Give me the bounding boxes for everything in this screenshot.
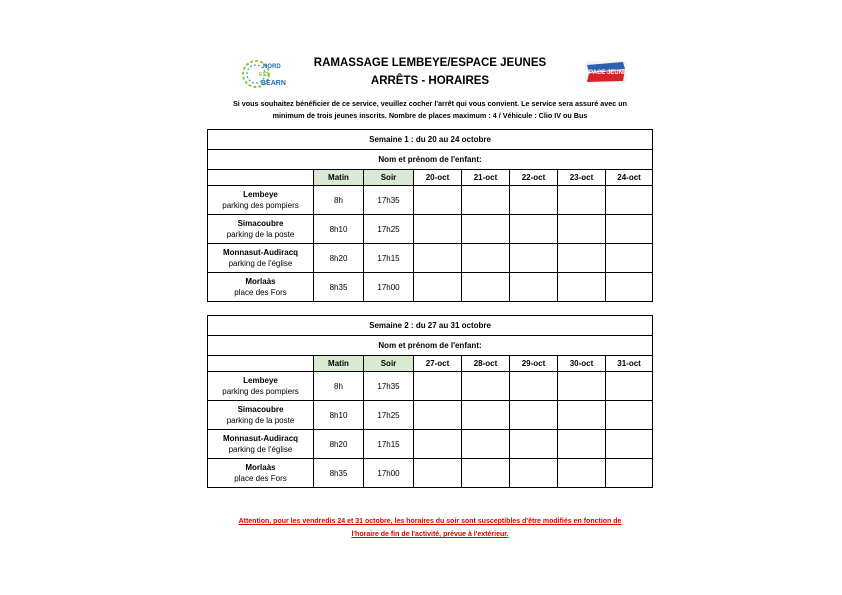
stop-name: Morlaàs — [245, 277, 276, 286]
check-cell[interactable] — [606, 459, 653, 488]
stop-row — [208, 401, 653, 430]
check-cell[interactable] — [462, 273, 510, 302]
day-header: 23-oct — [558, 170, 606, 186]
check-cell[interactable] — [462, 244, 510, 273]
stop-label — [208, 215, 314, 244]
stop-name: Monnasut-Audiracq — [222, 434, 299, 443]
check-cell[interactable] — [462, 215, 510, 244]
check-cell[interactable] — [606, 244, 653, 273]
stop-label — [208, 401, 314, 430]
soir-time: 17h15 — [364, 430, 414, 459]
intro-text-line-2: minimum de trois jeunes inscrits. Nombre de places maximum : 4 / Véhicule : Clio IV ou Bus — [272, 111, 588, 120]
check-cell[interactable] — [414, 372, 462, 401]
day-header: 27-oct — [414, 356, 462, 372]
matin-time: 8h20 — [314, 430, 364, 459]
soir-time: 17h35 — [364, 186, 414, 215]
check-cell[interactable] — [558, 459, 606, 488]
empty-header-cell — [208, 170, 314, 186]
empty-header-cell — [208, 356, 314, 372]
check-cell[interactable] — [510, 401, 558, 430]
check-cell[interactable] — [606, 273, 653, 302]
stop-row — [208, 372, 653, 401]
check-cell[interactable] — [558, 430, 606, 459]
stop-name: Simacoubre — [237, 405, 284, 414]
child-name-label: Nom et prénom de l'enfant: — [378, 155, 482, 164]
stop-name: Monnasut-Audiracq — [222, 248, 299, 257]
day-header: 24-oct — [606, 170, 653, 186]
stop-row — [208, 273, 653, 302]
intro-text-line-1: Si vous souhaitez bénéficier de ce service, veuillez cocher l'arrêt qui vous convient. Le service sera assuré avec un — [232, 99, 627, 108]
stop-place: parking de la poste — [226, 416, 295, 425]
matin-time: 8h35 — [314, 273, 364, 302]
warning-line-2: l'horaire de fin de l'activité, prévue à l'extérieur. — [351, 531, 509, 538]
check-cell[interactable] — [558, 372, 606, 401]
matin-time: 8h35 — [314, 459, 364, 488]
stop-label — [208, 186, 314, 215]
matin-time: 8h10 — [314, 215, 364, 244]
soir-time: 17h15 — [364, 244, 414, 273]
check-cell[interactable] — [558, 244, 606, 273]
stop-label — [208, 372, 314, 401]
warning-line-1: Attention, pour les vendredis 24 et 31 octobre, les horaires du soir sont susceptibles d'être modifiés en fonction de — [238, 518, 622, 525]
stop-name: Lembeye — [243, 190, 278, 199]
check-cell[interactable] — [462, 372, 510, 401]
check-cell[interactable] — [510, 372, 558, 401]
soir-time: 17h00 — [364, 459, 414, 488]
stop-row — [208, 215, 653, 244]
check-cell[interactable] — [558, 401, 606, 430]
stop-label — [208, 244, 314, 273]
check-cell[interactable] — [606, 215, 653, 244]
check-cell[interactable] — [414, 430, 462, 459]
stop-place: parking de l'église — [228, 445, 293, 454]
check-cell[interactable] — [558, 186, 606, 215]
check-cell[interactable] — [558, 215, 606, 244]
soir-time: 17h00 — [364, 273, 414, 302]
week-title: Semaine 1 : du 20 au 24 octobre — [208, 130, 653, 150]
check-cell[interactable] — [462, 186, 510, 215]
matin-time: 8h20 — [314, 244, 364, 273]
stop-name: Simacoubre — [237, 219, 284, 228]
child-name-field[interactable] — [208, 336, 653, 356]
stop-place: place des Fors — [234, 288, 287, 297]
check-cell[interactable] — [606, 401, 653, 430]
stop-label — [208, 459, 314, 488]
week-2-table — [207, 315, 653, 488]
check-cell[interactable] — [510, 186, 558, 215]
check-cell[interactable] — [510, 215, 558, 244]
check-cell[interactable] — [510, 244, 558, 273]
stop-label — [208, 430, 314, 459]
logo-text-3: BÉARN — [261, 80, 286, 87]
check-cell[interactable] — [510, 273, 558, 302]
check-cell[interactable] — [510, 459, 558, 488]
stop-row — [208, 244, 653, 273]
check-cell[interactable] — [510, 430, 558, 459]
soir-time: 17h25 — [364, 401, 414, 430]
stop-place: parking des pompiers — [222, 387, 299, 396]
check-cell[interactable] — [462, 401, 510, 430]
stop-row — [208, 186, 653, 215]
check-cell[interactable] — [414, 186, 462, 215]
stop-name: Lembeye — [243, 376, 278, 385]
stop-place: parking de l'église — [228, 259, 293, 268]
check-cell[interactable] — [414, 273, 462, 302]
check-cell[interactable] — [414, 244, 462, 273]
soir-header: Soir — [364, 170, 414, 186]
week-1-table — [207, 129, 653, 302]
matin-header: Matin — [314, 356, 364, 372]
child-name-label: Nom et prénom de l'enfant: — [378, 341, 482, 350]
matin-time: 8h — [314, 186, 364, 215]
logo-text-1: NORD — [263, 64, 281, 70]
check-cell[interactable] — [414, 215, 462, 244]
matin-time: 8h10 — [314, 401, 364, 430]
stop-place: parking des pompiers — [222, 201, 299, 210]
matin-time: 8h — [314, 372, 364, 401]
day-header: 30-oct — [558, 356, 606, 372]
check-cell[interactable] — [606, 186, 653, 215]
stop-place: parking de la poste — [226, 230, 295, 239]
check-cell[interactable] — [606, 430, 653, 459]
espace-jeunes-text: ESPACE JEUNES — [583, 70, 629, 76]
stop-label — [208, 273, 314, 302]
stop-row — [208, 459, 653, 488]
soir-time: 17h35 — [364, 372, 414, 401]
page-subtitle: ARRÊTS - HORAIRES — [370, 75, 490, 87]
check-cell[interactable] — [414, 459, 462, 488]
soir-header: Soir — [364, 356, 414, 372]
check-cell[interactable] — [462, 459, 510, 488]
stop-row — [208, 430, 653, 459]
soir-time: 17h25 — [364, 215, 414, 244]
day-header: 22-oct — [510, 170, 558, 186]
check-cell[interactable] — [462, 430, 510, 459]
week-title: Semaine 2 : du 27 au 31 octobre — [208, 316, 653, 336]
logo-text-2: EST — [259, 72, 269, 78]
child-name-field[interactable] — [208, 150, 653, 170]
check-cell[interactable] — [414, 401, 462, 430]
stop-place: place des Fors — [234, 474, 287, 483]
day-header: 28-oct — [462, 356, 510, 372]
matin-header: Matin — [314, 170, 364, 186]
stop-name: Morlaàs — [245, 463, 276, 472]
check-cell[interactable] — [558, 273, 606, 302]
day-header: 29-oct — [510, 356, 558, 372]
check-cell[interactable] — [606, 372, 653, 401]
page-title: RAMASSAGE LEMBEYE/ESPACE JEUNES — [313, 57, 547, 69]
day-header: 21-oct — [462, 170, 510, 186]
day-header: 20-oct — [414, 170, 462, 186]
day-header: 31-oct — [606, 356, 653, 372]
